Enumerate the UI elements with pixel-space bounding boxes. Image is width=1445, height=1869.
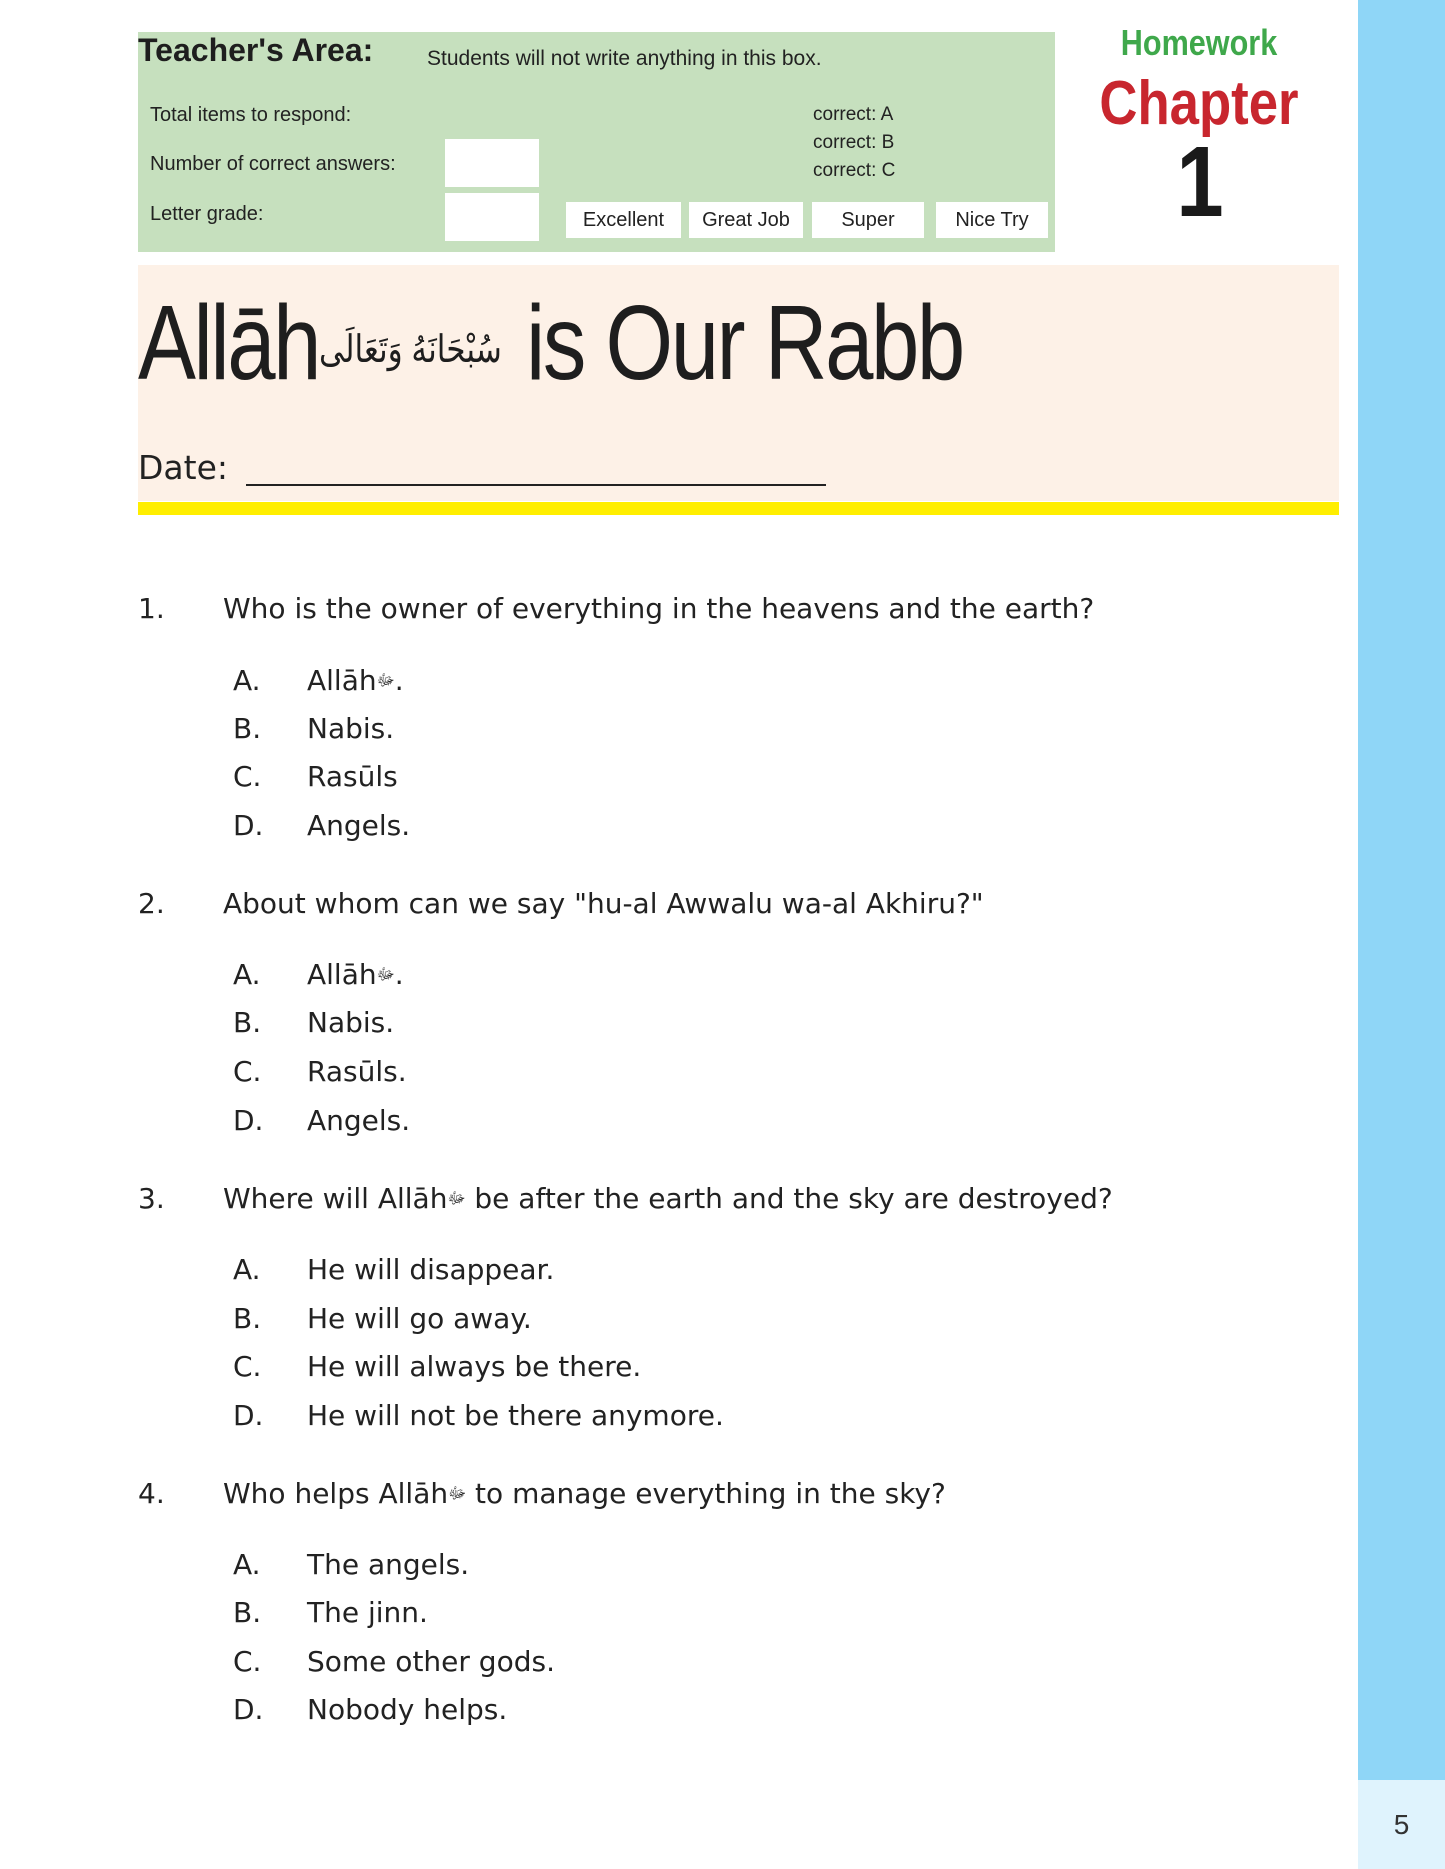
title-allah: Allāh — [138, 284, 319, 402]
chapter-label: Chapter — [1099, 69, 1299, 138]
q1-option-d-text[interactable]: Angels. — [307, 809, 411, 842]
honorific-calligraphy: سُبْحَانَهُ وَتَعَالَى — [318, 329, 502, 372]
honorific-icon: ﷻ — [447, 1188, 466, 1208]
question-1-number: 1. — [138, 592, 165, 625]
grade-excellent-button[interactable]: Excellent — [566, 202, 681, 238]
letter-grade-field[interactable] — [445, 193, 539, 241]
teacher-area-box — [138, 32, 1055, 252]
grade-super-button[interactable]: Super — [812, 202, 924, 238]
question-3-number: 3. — [138, 1182, 165, 1215]
homework-label: Homework — [1120, 22, 1278, 63]
total-items-label: Total items to respond: — [150, 104, 352, 126]
q2-option-d-text[interactable]: Angels. — [307, 1104, 411, 1137]
correct-a-line: correct: A — [813, 104, 894, 125]
q4-option-c-text[interactable]: Some other gods. — [307, 1645, 555, 1678]
q1-option-d-letter: D. — [233, 809, 264, 842]
q4-option-b-text[interactable]: The jinn. — [307, 1596, 428, 1629]
q1-option-a-text[interactable]: Allāhﷻ. — [307, 664, 404, 697]
question-3-text: Where will Allāhﷻ be after the earth and the sky are destroyed? — [223, 1182, 1113, 1215]
question-4-number: 4. — [138, 1477, 165, 1510]
teacher-area-title: Teacher's Area: — [138, 32, 374, 68]
title-rest: is Our Rabb — [501, 284, 963, 402]
q4-option-a-letter: A. — [233, 1548, 261, 1581]
honorific-icon: ﷻ — [448, 1483, 467, 1503]
q1-option-c-text[interactable]: Rasūls — [307, 760, 398, 793]
q1-option-b-text[interactable]: Nabis. — [307, 712, 395, 745]
chapter-number: 1 — [1176, 126, 1224, 238]
q2-option-b-text[interactable]: Nabis. — [307, 1006, 395, 1039]
question-1-text: Who is the owner of everything in the heavens and the earth? — [223, 592, 1095, 625]
title-underline — [138, 502, 1339, 515]
letter-grade-label: Letter grade: — [150, 203, 264, 225]
page-number: 5 — [1358, 1780, 1445, 1869]
date-write-line[interactable] — [246, 484, 826, 486]
q2-option-c-letter: C. — [233, 1055, 262, 1088]
q3-option-b-text[interactable]: He will go away. — [307, 1302, 532, 1335]
q3-option-a-text[interactable]: He will disappear. — [307, 1253, 555, 1286]
q2-option-a-text[interactable]: Allāhﷻ. — [307, 958, 404, 991]
grade-great-job-button[interactable]: Great Job — [689, 202, 803, 238]
question-4-text: Who helps Allāhﷻ to manage everything in the sky? — [223, 1477, 946, 1510]
page-title — [138, 285, 963, 402]
question-2-number: 2. — [138, 887, 165, 920]
correct-b-line: correct: B — [813, 132, 895, 153]
q4-option-c-letter: C. — [233, 1645, 262, 1678]
q2-option-a-letter: A. — [233, 958, 261, 991]
q4-option-d-letter: D. — [233, 1693, 264, 1726]
correct-c-line: correct: C — [813, 160, 896, 181]
q4-option-d-text[interactable]: Nobody helps. — [307, 1693, 508, 1726]
q2-option-c-text[interactable]: Rasūls. — [307, 1055, 407, 1088]
correct-answers-label: Number of correct answers: — [150, 153, 396, 175]
date-label: Date: — [138, 448, 228, 487]
q3-option-a-letter: A. — [233, 1253, 261, 1286]
teacher-area-note: Students will not write anything in this box. — [427, 47, 822, 70]
q4-option-a-text[interactable]: The angels. — [307, 1548, 470, 1581]
q3-option-d-letter: D. — [233, 1399, 264, 1432]
grade-nice-try-button[interactable]: Nice Try — [936, 202, 1048, 238]
q1-option-c-letter: C. — [233, 760, 262, 793]
q2-option-d-letter: D. — [233, 1104, 264, 1137]
q3-option-c-letter: C. — [233, 1350, 262, 1383]
question-2-text: About whom can we say "hu-al Awwalu wa-al Akhiru?" — [223, 887, 984, 920]
q4-option-b-letter: B. — [233, 1596, 262, 1629]
honorific-icon: ﷻ — [376, 670, 395, 690]
title-band — [138, 265, 1339, 501]
q3-option-c-text[interactable]: He will always be there. — [307, 1350, 642, 1383]
q3-option-b-letter: B. — [233, 1302, 262, 1335]
q1-option-a-letter: A. — [233, 664, 261, 697]
correct-answers-field[interactable] — [445, 139, 539, 187]
honorific-icon: ﷻ — [376, 964, 395, 984]
side-color-bar — [1358, 0, 1445, 1869]
q3-option-d-text[interactable]: He will not be there anymore. — [307, 1399, 724, 1432]
q1-option-b-letter: B. — [233, 712, 262, 745]
q2-option-b-letter: B. — [233, 1006, 262, 1039]
